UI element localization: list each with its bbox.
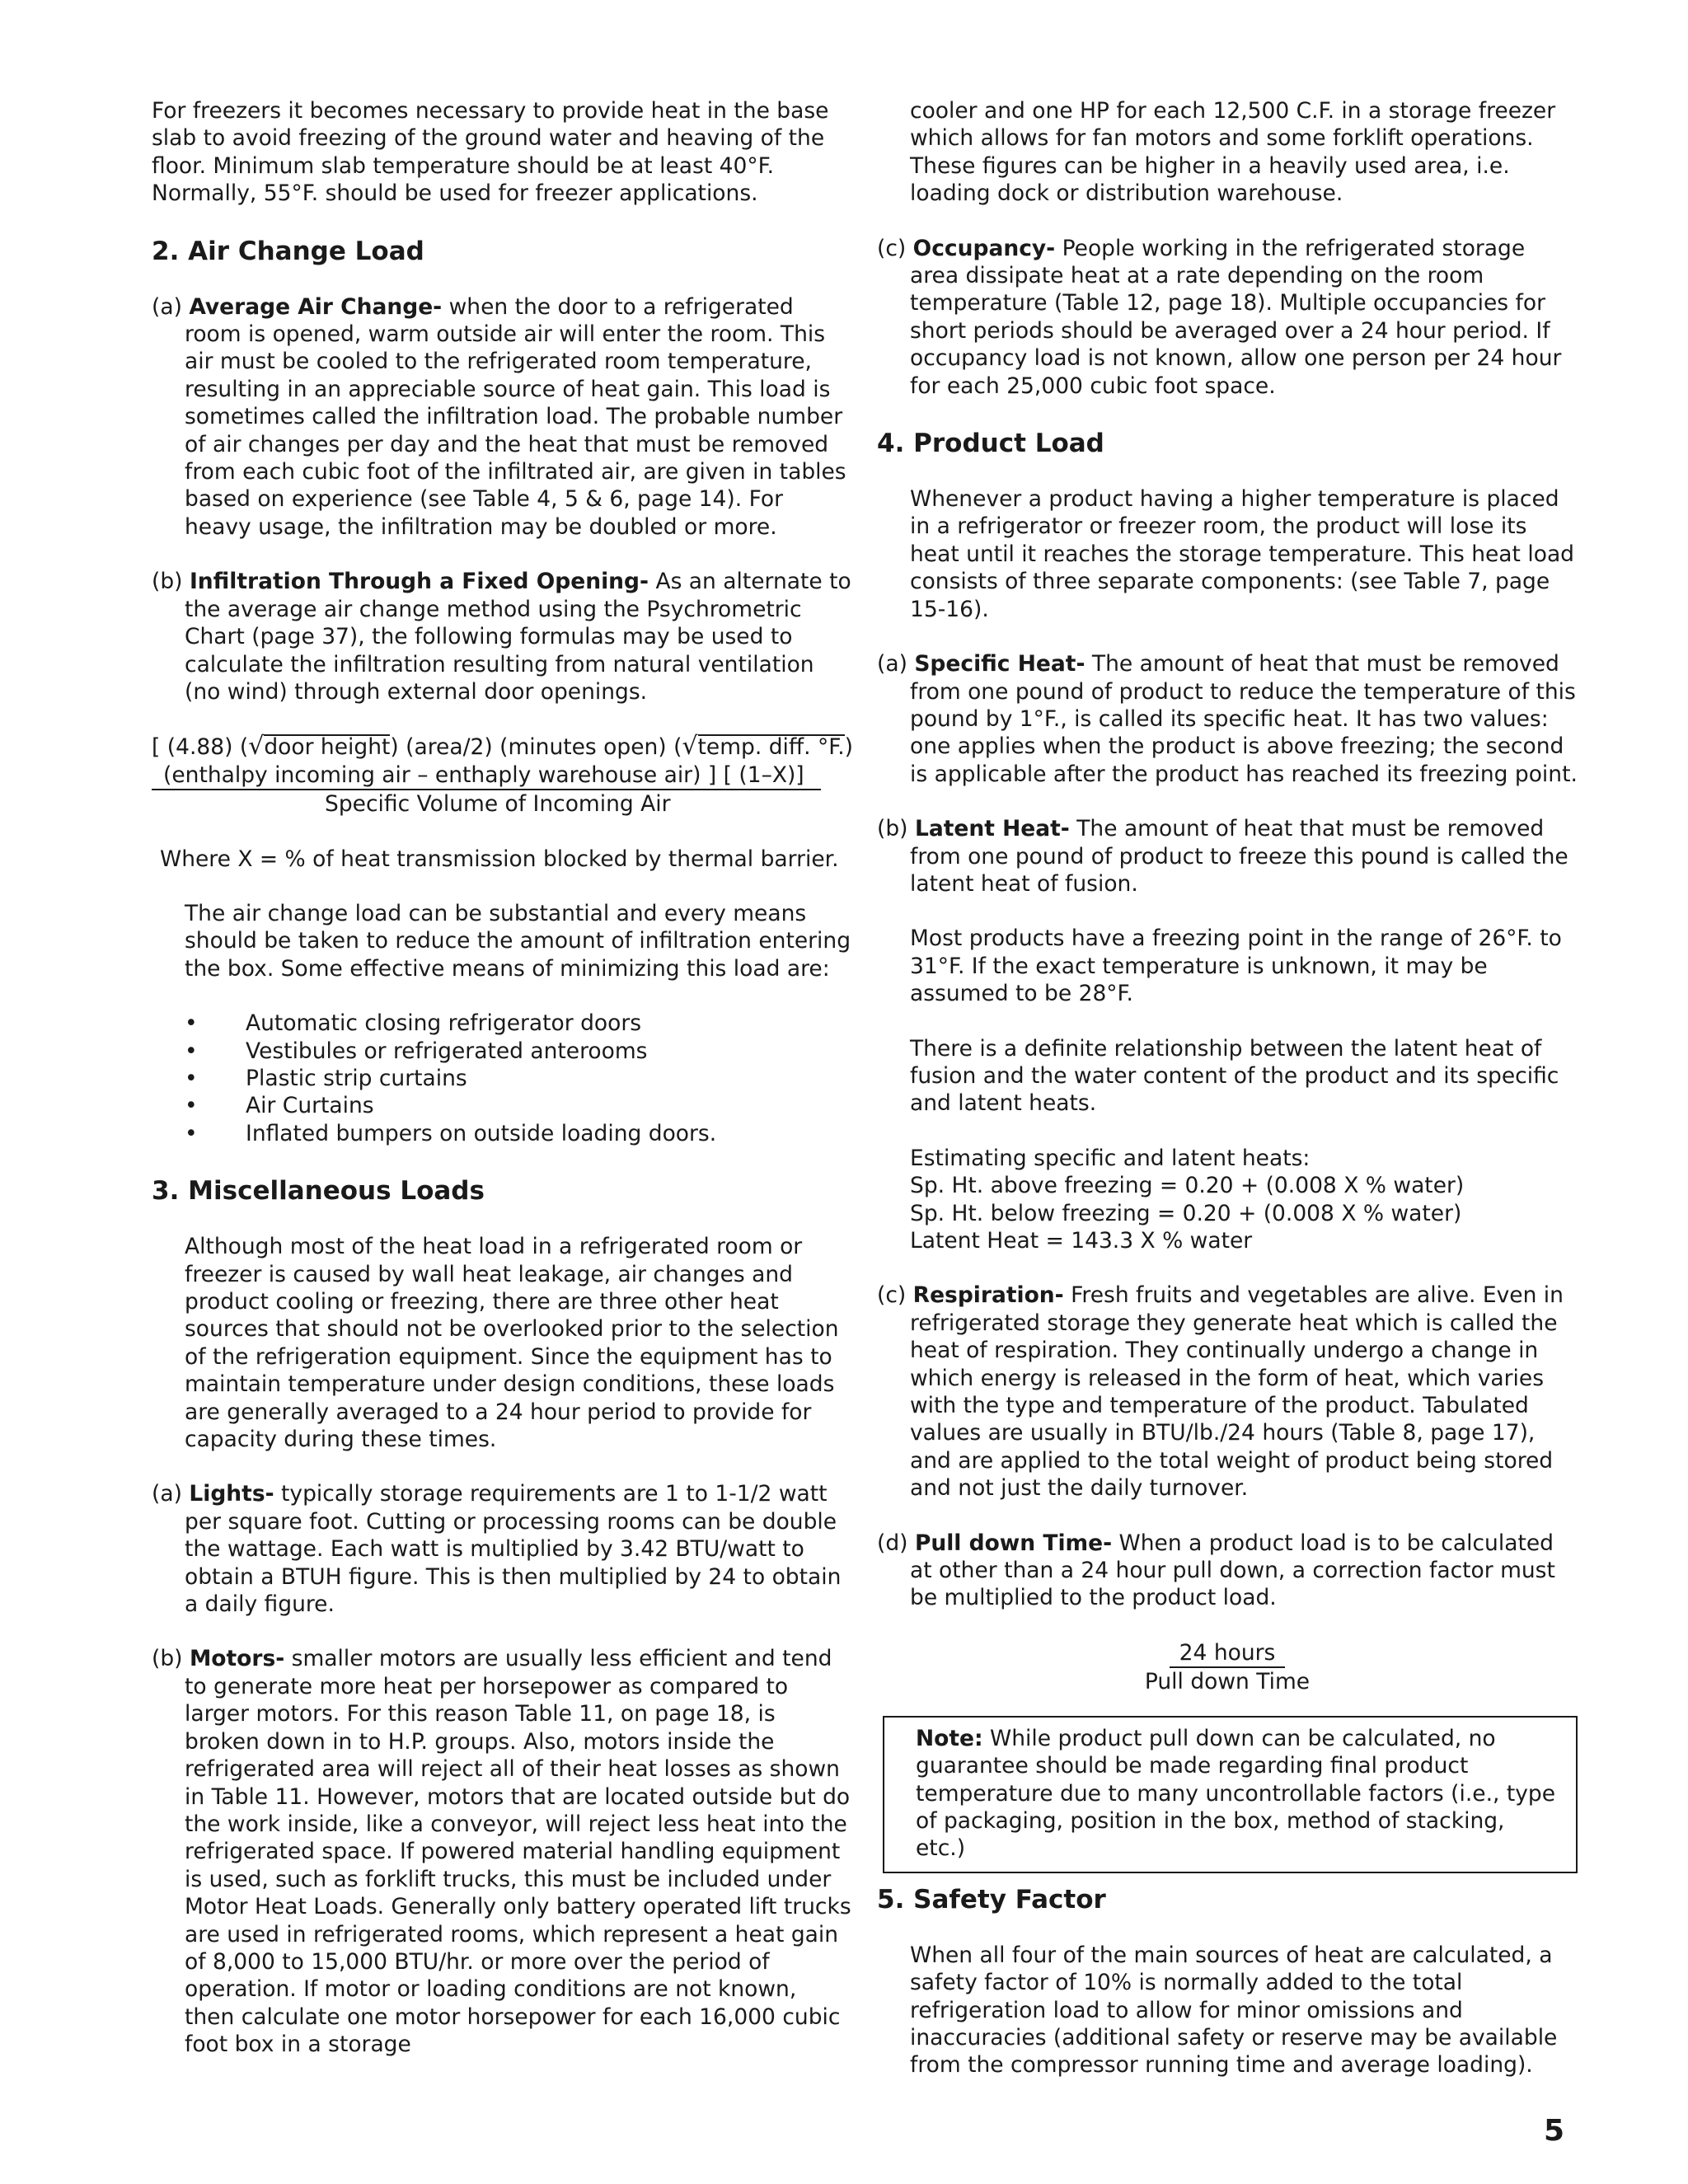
bullet-icon: • [185,1065,198,1091]
section-4-heading: 4. Product Load [877,429,1104,459]
motors-continued-paragraph: cooler and one HP for each 12,500 C.F. in a storage freezer which allows for fan motors and some forklift operations. These figures can be higher in a heavily used area, i.e. loading dock or distribution warehouse. [910,98,1556,207]
item-term: Specific Heat- [914,651,1085,677]
item-text: when the door to a refrigerated room is opened, warm outside air will enter the room. This air must be cooled to the refrigerated room temperature, resulting in an appreciable source of heat gain. This load is sometimes called the infiltration load. The probable number of air changes per day and the heat that must be removed from each cubic foot of the infiltrated air, are given in tables based on experience (see Table 4, 5 & 6, page 14). For heavy usage, the infiltration may be doubled or more. [185,293,846,540]
list-item: • Inflated bumpers on outside loading doors. [185,1120,717,1146]
fraction-denominator: Pull down Time [1144,1669,1311,1695]
intro-paragraph: For freezers it becomes necessary to provide heat in the base slab to avoid freezing of the ground water and heaving of the floor. Minimum slab temperature should be at least 40°F. Normally, 55°F. should be used for freezer applications. [152,98,829,207]
item-prefix: (b) [877,816,915,842]
item-prefix: (b) [152,1646,190,1672]
item-text: The amount of heat that must be removed from one pound of product to reduce the temperature of this pound by 1°F., is called its specific heat. It has two values: one applies when the product is above freezing; the second is applicable after the product has reached its freezing point. [910,651,1578,787]
formula-sqrt-door-height: door height [264,734,391,761]
estimating-heats-block [877,1145,1578,1255]
item-prefix: (d) [877,1530,915,1556]
product-load-paragraph: Whenever a product having a higher temperature is placed in a refrigerator or freezer room, the product will lose its heat until it reaches the storage temperature. This heat load consists of three separate components: (see Table 7, page 15-16). [910,486,1574,622]
list-item: • Vestibules or refrigerated anterooms [185,1038,648,1064]
section-3-heading: 3. Miscellaneous Loads [152,1176,485,1207]
estimating-line: Sp. Ht. above freezing = 0.20 + (0.008 X % water) [910,1173,1465,1199]
list-item: • Automatic closing refrigerator doors [185,1010,642,1037]
item-term: Average Air Change- [189,293,443,320]
formula-numerator-line-2: (enthalpy incoming air – enthaply warehouse air) ] [ (1–X)] [152,762,821,790]
item-text: smaller motors are usually less efficient and tend to generate more heat per horsepower as compared to larger motors. For this reason Table 11, on page 18, is broken down in to H.P. groups. Also, motors inside the refrigerated area will reject all of their heat losses as shown in Table 11. However, motors that are located outside but do the work inside, like a conveyor, will reject less heat into the refrigerated space. If powered material handling equipment is used, such as forklift trucks, this must be included under Motor Heat Loads. Generally only battery operated lift trucks are used in refrigerated rooms, which represent a heat gain of 8,000 to 15,000 BTU/hr. or more over the period of operation. If motor or loading conditions are not known, then calculate one motor horsepower for each 16,000 cubic foot box in a storage [185,1646,851,2058]
item-term: Latent Heat- [914,816,1070,842]
infiltration-formula [152,733,852,818]
formula-sqrt-temp-diff: temp. diff. °F. [697,734,845,761]
estimating-line: Latent Heat = 143.3 X % water [910,1228,1253,1254]
item-term: Pull down Time- [914,1530,1113,1556]
item-text: When a product load is to be calculated at other than a 24 hour pull down, a correction factor must be multiplied to the product load. [910,1530,1555,1611]
note-text: While product pull down can be calculated, no guarantee should be made regarding final product temperature due to many uncontrollable factors (i.e., type of packaging, position in the box, method of stacking, etc.) [916,1725,1556,1862]
latent-heat-item [877,815,1578,898]
item-text: Fresh fruits and vegetables are alive. Even in refrigerated storage they generate heat which is called the heat of respiration. They continually undergo a change in which energy is released in the form of heat, which varies with the type and temperature of the product. Tabulated values are usually in BTU/lb./24 hours (Table 8, page 17), and are applied to the total weight of product being stored and not just the daily turnover. [910,1282,1564,1502]
page-number: 5 [1544,2114,1565,2148]
item-prefix: (a) [152,293,190,320]
item-term: Infiltration Through a Fixed Opening- [189,569,649,595]
item-prefix: (a) [152,1481,190,1507]
section-5-heading: 5. Safety Factor [877,1884,1106,1915]
note-label: Note: [916,1725,983,1751]
formula-line-1 [152,733,852,761]
formula-line-2 [152,762,852,790]
respiration-item [877,1282,1578,1502]
motors-item [152,1645,852,2058]
average-air-change-item [152,293,852,541]
formula-denominator: Specific Volume of Incoming Air [325,791,671,818]
bullet-icon: • [185,1010,198,1037]
section-2-heading: 2. Air Change Load [152,236,424,266]
misc-loads-paragraph: Although most of the heat load in a refrigerated room or freezer is caused by wall heat leakage, air changes and product cooling or freezing, there are three other heat sources that should not be overlooked prior to the selection of the refrigeration equipment. Since the equipment has to maintain temperature under design conditions, these loads are generally averaged to a 24 hour period to provide for capacity during these times. [185,1234,839,1453]
item-text: As an alternate to the average air change method using the Psychrometric Chart (page 37), the following formulas may be used to calculate the infiltration resulting from natural ventilation (no wind) through external door openings. [185,569,851,705]
safety-factor-paragraph: When all four of the main sources of heat are calculated, a safety factor of 10% is normally added to the total refrigeration load to allow for minor omissions and inaccuracies (additional safety or reserve may be available from the compressor running time and average loading). [910,1942,1558,2079]
occupancy-item [877,235,1578,400]
pull-down-fraction [877,1639,1578,1696]
item-term: Motors- [189,1646,285,1672]
bullet-icon: • [185,1038,198,1064]
lights-item [152,1480,852,1618]
pull-down-time-item [877,1530,1578,1612]
item-prefix: (c) [877,1282,913,1309]
list-item: • Air Curtains [185,1093,374,1119]
estimating-line: Sp. Ht. below freezing = 0.20 + (0.008 X % water) [910,1200,1462,1226]
item-text: The amount of heat that must be removed from one pound of product to freeze this pound is called the latent heat of fusion. [910,816,1568,897]
specific-heat-item [877,650,1578,788]
item-text: People working in the refrigerated storage area dissipate heat at a rate depending on the room temperature (Table 12, page 18). Multiple occupancies for short periods should be averaged over a 24 hour period. If occupancy load is not known, allow one person per 24 hour for each 25,000 cubic foot space. [910,235,1562,399]
infiltration-fixed-opening-item [152,568,852,705]
relationship-paragraph: There is a definite relationship between the latent heat of fusion and the water content of the product and its specific and latent heats. [910,1035,1559,1117]
square-root-icon: √ [248,732,265,762]
left-column [152,97,852,2059]
note-box [883,1716,1578,1873]
formula-part: ) [844,734,853,761]
freezing-point-paragraph: Most products have a freezing point in the range of 26°F. to 31°F. If the exact temperature is unknown, it may be assumed to be 28°F. [910,926,1562,1007]
air-change-paragraph: The air change load can be substantial and every means should be taken to reduce the amount of infiltration entering the box. Some effective means of minimizing this load are: [185,900,851,982]
formula-part: ) (area/2) (minutes open) ( [390,734,682,761]
formula-part: [ (4.88) ( [152,734,249,761]
item-term: Occupancy- [912,235,1056,261]
item-prefix: (b) [152,569,190,595]
fraction-numerator: 24 hours [1170,1639,1286,1668]
square-root-icon: √ [682,732,698,762]
estimating-line: Estimating specific and latent heats: [910,1145,1311,1171]
item-text: typically storage requirements are 1 to 1-1/2 watt per square foot. Cutting or processing rooms can be double the wattage. Each watt is multiplied by 3.42 BTU/watt to obtain a BTUH figure. This is then multiplied by 24 to obtain a daily figure. [185,1481,842,1618]
item-term: Lights- [189,1481,274,1507]
where-x-definition: Where X = % of heat transmission blocked by thermal barrier. [160,846,839,872]
list-item: • Plastic strip curtains [185,1065,467,1091]
bullet-icon: • [185,1093,198,1119]
bullet-icon: • [185,1120,198,1146]
item-prefix: (c) [877,235,913,261]
item-term: Respiration- [912,1282,1064,1309]
minimizing-means-list [185,1010,852,1147]
item-prefix: (a) [877,651,915,677]
right-column [877,97,1578,2079]
